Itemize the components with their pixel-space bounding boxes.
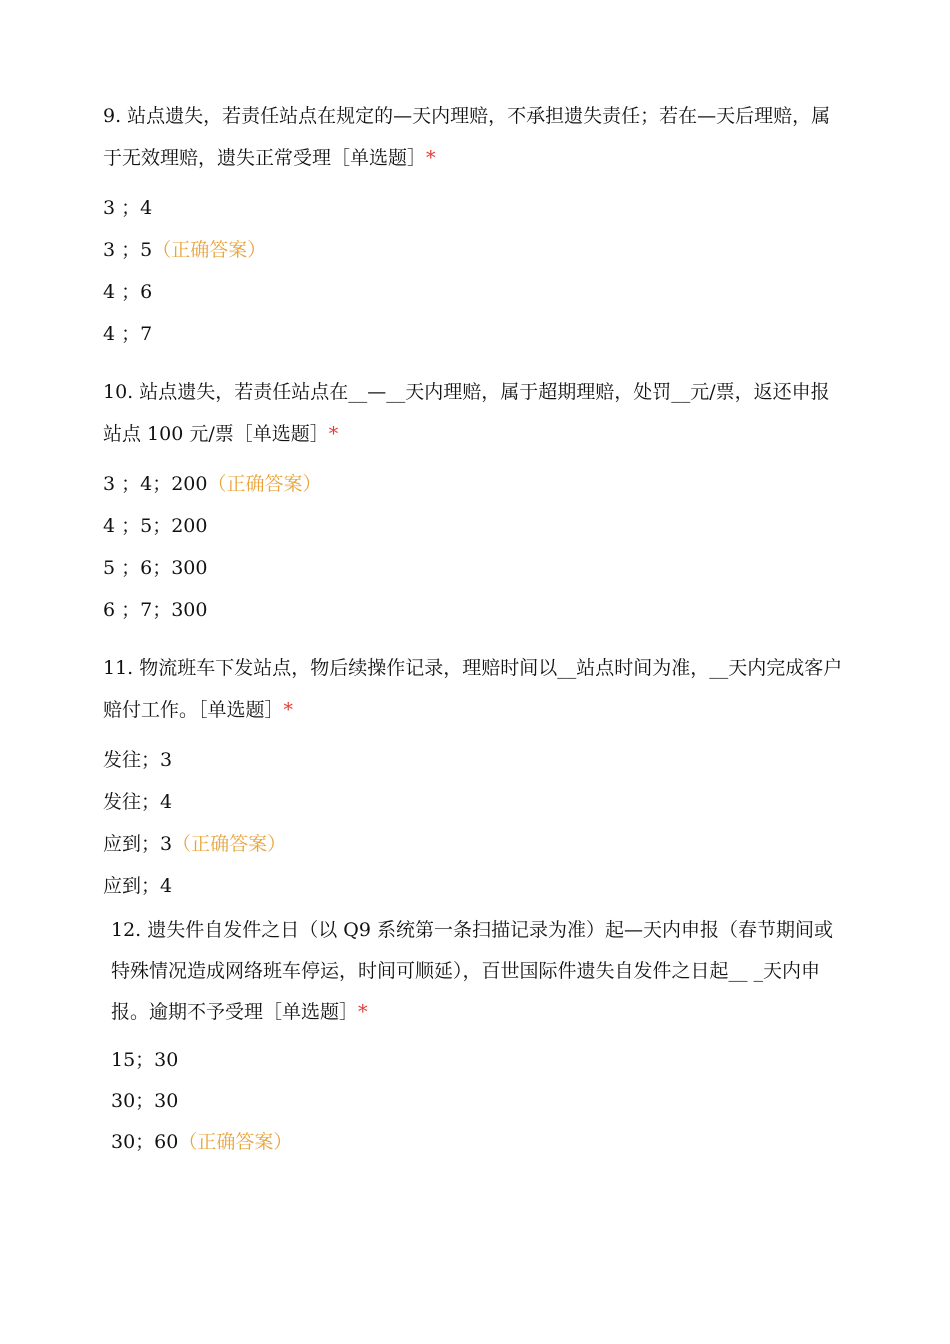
option-label: 应到；3 (103, 833, 173, 855)
option-label: 发往；4 (103, 791, 173, 813)
question-text: 9. 站点遗失，若责任站点在规定的—天内理赔，不承担遗失责任；若在—天后理赔，属于无效理赔，遗失正常受理［单选题］ (103, 105, 831, 169)
required-mark: * (283, 699, 294, 721)
option-9-b[interactable] (103, 238, 266, 262)
option-label: 发往；3 (103, 749, 173, 771)
option-label: 3 ；4 (103, 197, 153, 219)
option-12-a[interactable] (111, 1048, 178, 1072)
option-12-c[interactable] (111, 1130, 292, 1154)
option-12-b[interactable] (111, 1089, 178, 1113)
option-11-c[interactable] (103, 832, 286, 856)
option-label: 15；30 (111, 1049, 179, 1071)
option-10-a[interactable] (103, 472, 322, 496)
question-text: 10. 站点遗失，若责任站点在__—__天内理赔，属于超期理赔，处罚__元/票，返还申报站点 100 元/票［单选题］ (103, 381, 830, 445)
correct-answer-note: （正确答案） (178, 1131, 293, 1153)
question-11 (103, 647, 843, 731)
option-label: 4 ；7 (103, 323, 153, 345)
option-10-b[interactable] (103, 514, 207, 538)
option-label: 6 ；7；300 (103, 599, 208, 621)
correct-answer-note: （正确答案） (172, 833, 287, 855)
option-label: 30；60 (111, 1131, 179, 1153)
option-label: 30；30 (111, 1090, 179, 1112)
option-label: 3 ；5 (103, 239, 153, 261)
required-mark: * (328, 423, 339, 445)
option-9-a[interactable] (103, 196, 152, 220)
option-label: 3 ；4；200 (103, 473, 208, 495)
question-10 (103, 371, 843, 455)
option-10-d[interactable] (103, 598, 207, 622)
question-12 (111, 910, 846, 1033)
correct-answer-note: （正确答案） (207, 473, 322, 495)
question-9 (103, 95, 843, 179)
question-text: 12. 遗失件自发件之日（以 Q9 系统第一条扫描记录为准）起—天内申报（春节期间或特殊情况造成网络班车停运，时间可顺延），百世国际件遗失自发件之日起__ _天内申报。逾期不予受理［单选题］ (111, 919, 834, 1023)
option-11-b[interactable] (103, 790, 172, 814)
option-9-d[interactable] (103, 322, 152, 346)
option-label: 应到；4 (103, 875, 173, 897)
option-11-a[interactable] (103, 748, 172, 772)
option-10-c[interactable] (103, 556, 207, 580)
question-text: 11. 物流班车下发站点，物后续操作记录，理赔时间以__站点时间为准，__天内完成客户赔付工作。［单选题］ (103, 657, 843, 721)
option-label: 4 ；6 (103, 281, 153, 303)
correct-answer-note: （正确答案） (152, 239, 267, 261)
option-label: 4 ；5；200 (103, 515, 208, 537)
option-label: 5 ；6；300 (103, 557, 208, 579)
required-mark: * (358, 1001, 368, 1023)
option-9-c[interactable] (103, 280, 152, 304)
option-11-d[interactable] (103, 874, 172, 898)
required-mark: * (426, 147, 436, 169)
